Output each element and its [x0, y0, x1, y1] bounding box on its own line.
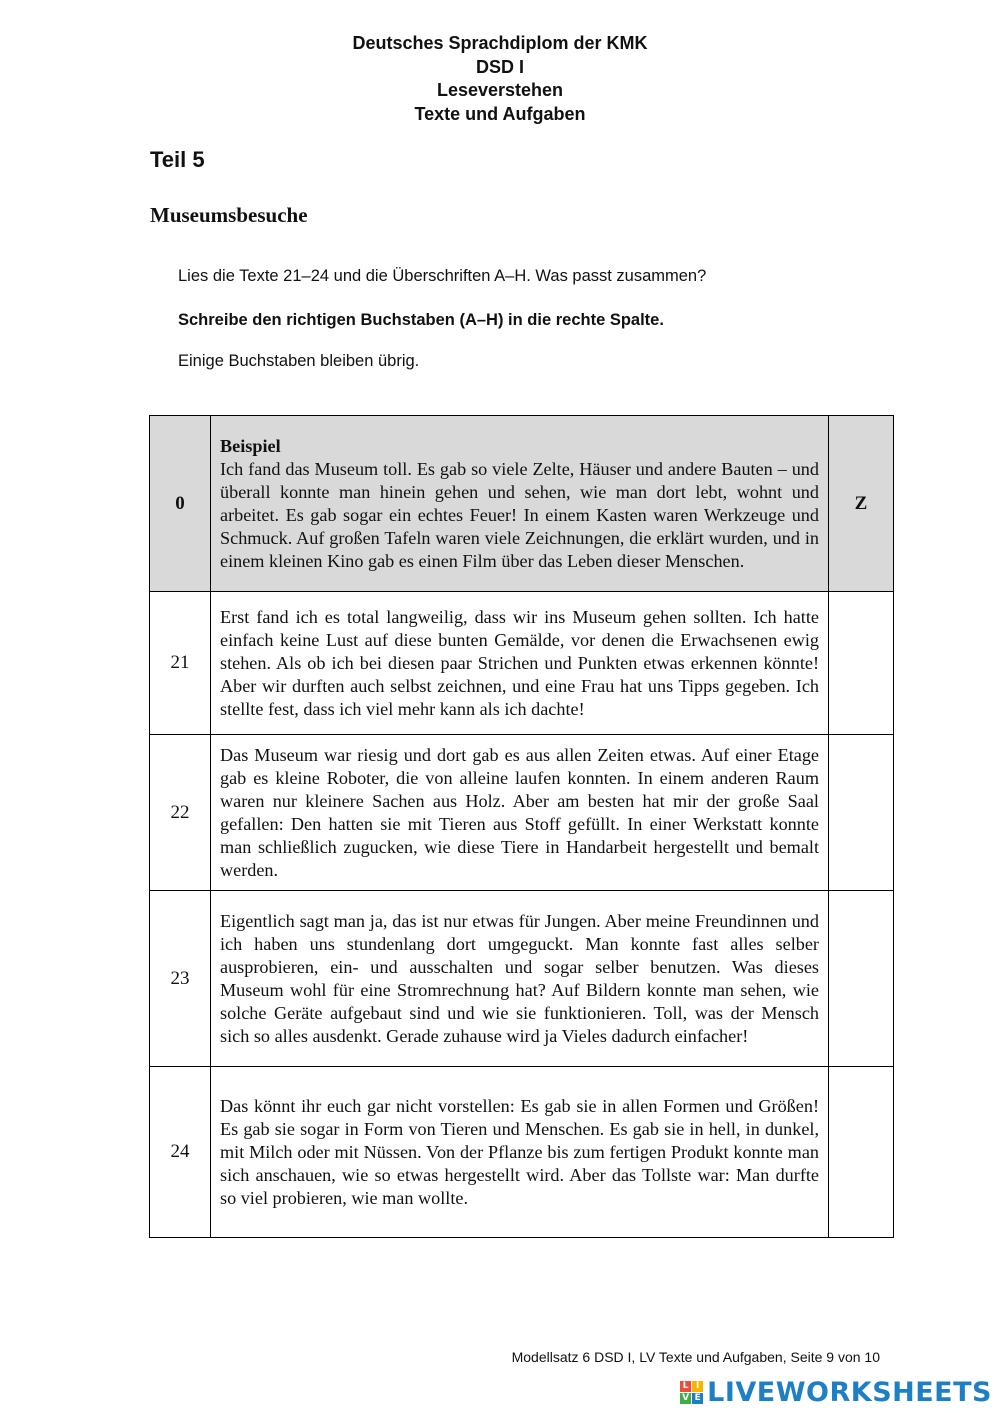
part-title: Teil 5 [150, 147, 205, 172]
document-header [0, 32, 1000, 126]
answer-field[interactable] [829, 891, 894, 1067]
task-text: Erst fand ich es total langweilig, dass wir ins Museum gehen sollten. Ich hatte einfach keine Lust auf diese bunten Gemälde, vor denen die Erwachsenen ewig stehen. Als ob ich bei diesen paar Strichen und Punkten etwas erkennen könnte! Aber wir durften auch selbst zeichnen, und eine Frau hat uns Tipps gegeben. Ich stellte fest, dass ich viel mehr kann als ich dachte! [211, 592, 829, 735]
liveworksheets-wordmark: LIVEWORKSHEETS [707, 1376, 992, 1408]
example-text-cell [211, 416, 829, 592]
header-line-2: DSD I [475, 56, 524, 77]
badge-letter: I [692, 1381, 703, 1392]
answer-field[interactable] [829, 1067, 894, 1238]
task-text: Eigentlich sagt man ja, das ist nur etwas für Jungen. Aber meine Freundinnen und ich haben uns stundenlang dort umgeguckt. Man konnte fast alles selber ausprobieren, ein- und ausschalten und sogar selber benutzen. Was dieses Museum wohl für eine Stromrechnung hat? Auf Bildern konnte man sehen, wie solche Geräte aufgebaut sind und wie sie funktionieren. Toll, was der Mensch sich so alles ausdenkt. Gerade zuhause wird ja Vieles dadurch einfacher! [211, 891, 829, 1067]
instruction-note: Einige Buchstaben bleiben übrig. [178, 352, 420, 370]
task-text: Das Museum war riesig und dort gab es aus allen Zeiten etwas. Auf einer Etage gab es kleine Roboter, die von alleine laufen konnten. In einem anderen Raum waren nur kleinere Sachen aus Holz. Aber am besten hat mir der große Saal gefallen: Den hatten sie mit Tieren aus Stoff gefüllt. In einer Werkstatt konnte man schließlich zugucken, wie diese Tiere in Handarbeit hergestellt und bemalt werden. [211, 735, 829, 891]
header-line-3: Leseverstehen [436, 80, 564, 100]
instruction-write: Schreibe den richtigen Buchstaben (A–H) in die rechte Spalte. [178, 311, 664, 329]
header-line-1: Deutsches Sprachdiplom der KMK [352, 33, 648, 53]
badge-letter: V [680, 1393, 691, 1404]
task-table [149, 415, 894, 1238]
task-row [150, 891, 894, 1067]
section-title: Museumsbesuche [150, 203, 308, 227]
example-row [150, 416, 894, 592]
task-number: 24 [150, 1067, 211, 1238]
liveworksheets-badge-icon [680, 1381, 703, 1404]
task-text: Das könnt ihr euch gar nicht vorstellen: Es gab sie in allen Formen und Größen! Es gab sie sogar in Form von Tieren und Menschen. Es gab sie in hell, in dunkel, mit Milch oder mit Nüssen. Von der Pflanze bis zum fertigen Produkt konnte man sich anschauen, wie so etwas hergestellt wird. Aber das Tollste war: Man durfte so viel probieren, wie man wollte. [211, 1067, 829, 1238]
task-number: 22 [150, 735, 211, 891]
example-label: Beispiel [220, 435, 281, 456]
liveworksheets-logo [680, 1372, 992, 1412]
header-line-4: Texte und Aufgaben [414, 103, 586, 124]
example-text: Ich fand das Museum toll. Es gab so viele Zelte, Häuser und andere Bauten – und überall konnte man hinein gehen und sehen, wie man dort lebt, wohnt und arbeitet. Es gab sogar ein echtes Feuer! In einem Kasten waren Werkzeuge und Schmuck. Auf großen Tafeln waren viele Zeichnungen, die erklärt wurden, und in einem kleinen Kino gab es einen Film über das Leben dieser Menschen. [220, 458, 819, 571]
badge-letter: E [692, 1393, 703, 1404]
task-row [150, 592, 894, 735]
instruction-read: Lies die Texte 21–24 und die Überschriften A–H. Was passt zusammen? [178, 267, 707, 285]
task-number: 21 [150, 592, 211, 735]
task-row [150, 735, 894, 891]
answer-field[interactable] [829, 592, 894, 735]
answer-field[interactable] [829, 735, 894, 891]
task-row [150, 1067, 894, 1238]
page-footer: Modellsatz 6 DSD I, LV Texte und Aufgaben, Seite 9 von 10 [511, 1349, 880, 1365]
badge-letter: L [680, 1381, 691, 1392]
task-number: 23 [150, 891, 211, 1067]
example-answer: Z [829, 416, 894, 592]
example-number: 0 [150, 416, 211, 592]
